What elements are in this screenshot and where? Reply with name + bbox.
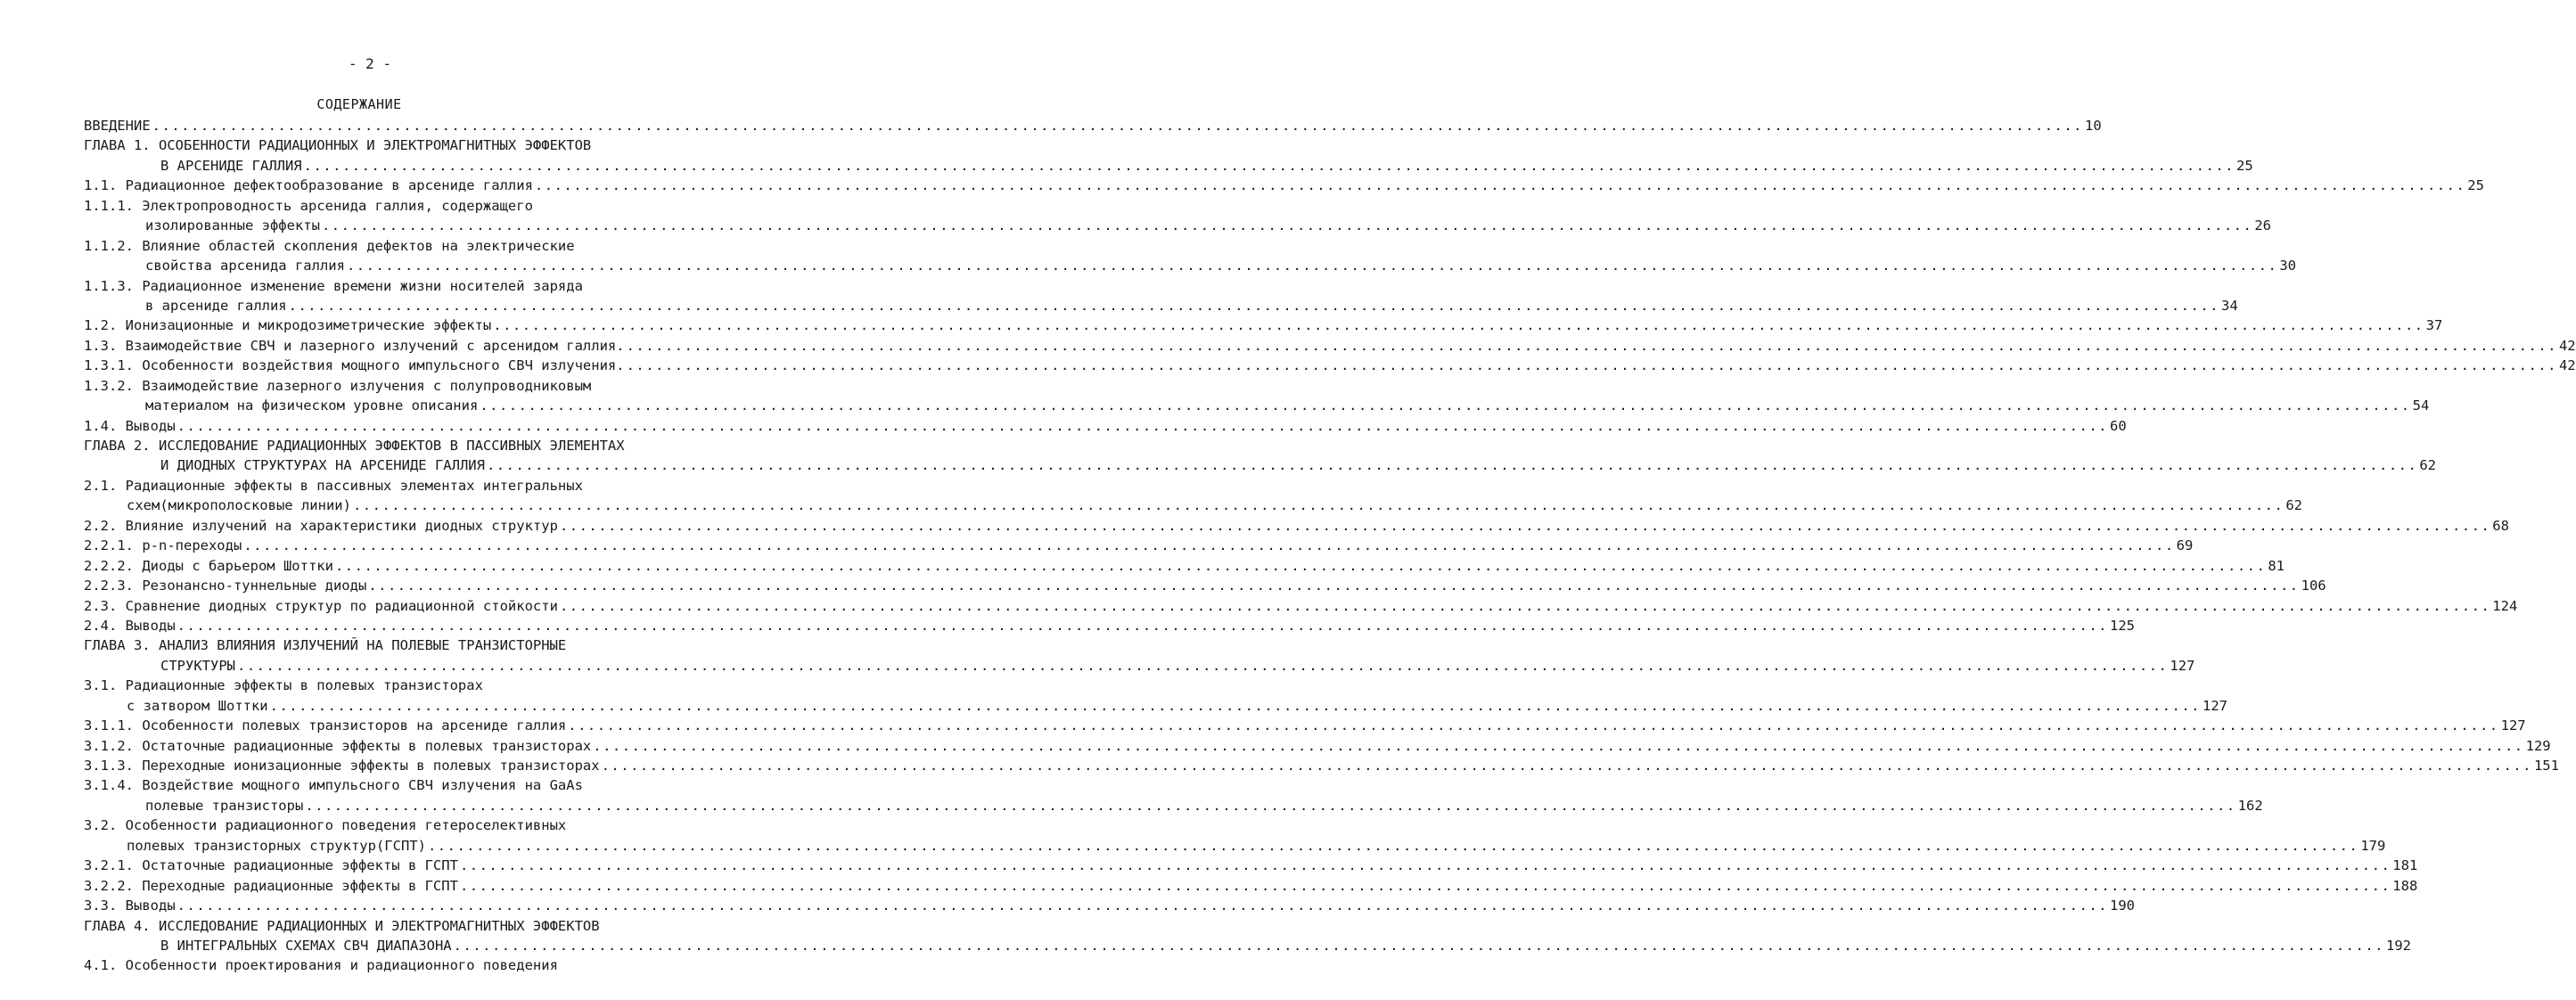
toc-entry-text: 3.2.1. Остаточные радиационные эффекты в ГСПТ [84,857,458,874]
toc-entry-text: ГЛАВА 2. ИССЛЕДОВАНИЕ РАДИАЦИОННЫХ ЭФФЕКТОВ В ПАССИВНЫХ ЭЛЕМЕНТАХ [84,438,625,454]
dot-leader: ........................................................................................................................................................................................................ [305,797,2236,814]
toc-page-number: 25 [2236,157,2253,174]
dot-leader: ........................................................................................................................................................................................................ [626,337,2557,354]
dot-leader: ........................................................................................................................................................................................................ [303,157,2235,174]
toc-line [84,775,660,795]
page-number: - 2 - [348,55,392,72]
dot-leader: ........................................................................................................................................................................................................ [237,657,2169,674]
toc-line [84,756,2559,775]
dot-leader: ........................................................................................................................................................................................................ [352,497,2285,514]
table-of-contents [84,116,2576,976]
toc-line [84,455,2436,475]
toc-entry-text: 3.2. Особенности радиационного поведения гетероселективных [84,817,567,834]
toc-line [84,516,2509,536]
toc-page-number: 192 [2385,937,2411,954]
toc-line [84,696,2227,716]
toc-entry-text: материалом на физическом уровне описания [145,398,479,414]
toc-line [84,916,660,936]
toc-page-number: 125 [2110,617,2136,634]
dot-leader: ........................................................................................................................................................................................................ [459,857,2391,874]
toc-entry-text: 1.3. Взаимодействие СВЧ и лазерного излучений с арсенидом галлия. [84,337,625,354]
dot-leader: ........................................................................................................................................................................................................ [601,758,2532,774]
toc-entry-text: В ИНТЕГРАЛЬНЫХ СХЕМАХ СВЧ ДИАПАЗОНА [160,937,452,954]
dot-leader: ........................................................................................................................................................................................................ [346,258,2278,275]
dot-leader: ........................................................................................................................................................................................................ [176,898,2109,914]
toc-line [84,416,2127,436]
toc-line [84,436,660,455]
toc-entry-text: 2.2.3. Резонансно-туннельные диоды [84,578,367,594]
toc-entry-text: изолированные эффекты [145,217,320,234]
toc-entry-text: 3.1. Радиационные эффекты в полевых транзисторах [84,677,483,694]
toc-page-number: 42 [2558,337,2576,354]
toc-line [84,836,2386,856]
toc-entry-text: в арсениде галлия [145,297,287,314]
toc-entry-text: 2.3. Сравнение диодных структур по радиационной стойкости [84,597,558,614]
toc-line [84,356,2576,375]
toc-entry-text: ГЛАВА 3. АНАЛИЗ ВЛИЯНИЯ ИЗЛУЧЕНИЙ НА ПОЛЕВЫЕ ТРАНЗИСТОРНЫЕ [84,637,567,654]
dot-leader: ........................................................................................................................................................................................................ [568,717,2499,734]
toc-entry-text: ГЛАВА 1. ОСОБЕННОСТИ РАДИАЦИОННЫХ И ЭЛЕКТРОМАГНИТНЫХ ЭФФЕКТОВ [84,137,592,154]
dot-leader: ........................................................................................................................................................................................................ [593,737,2524,754]
dot-leader: ........................................................................................................................................................................................................ [486,457,2418,474]
toc-line [84,176,2484,195]
toc-entry-text: 1.3.2. Взаимодействие лазерного излучения с полупроводниковым [84,377,592,394]
toc-page-number: 127 [2500,717,2526,734]
toc-page-number: 62 [2419,457,2436,474]
toc-entry-text: полевые транзисторы [145,797,304,814]
toc-line [84,256,2296,275]
toc-line [84,156,2253,176]
toc-line [84,216,2271,235]
toc-entry-text: 2.2.2. Диоды с барьером Шоттки [84,557,333,574]
toc-entry-text: В АРСЕНИДЕ ГАЛЛИЯ [160,157,302,174]
dot-leader: ........................................................................................................................................................................................................ [559,597,2491,614]
toc-entry-text: схем(микрополосковые линии) [127,497,351,514]
dot-leader: ........................................................................................................................................................................................................ [559,517,2491,534]
toc-page-number: 106 [2301,578,2326,594]
toc-page-number: 188 [2392,877,2418,894]
toc-page-number: 30 [2279,258,2296,275]
dot-leader: ........................................................................................................................................................................................................ [427,837,2359,854]
toc-line [84,396,2430,415]
toc-page-number: 54 [2412,398,2430,414]
toc-page-number: 26 [2254,217,2271,234]
toc-entry-text: 3.1.3. Переходные ионизационные эффекты в полевых транзисторах [84,758,600,774]
dot-leader: ........................................................................................................................................................................................................ [269,697,2201,714]
toc-entry-text: 3.3. Выводы [84,898,176,914]
dot-leader: ........................................................................................................................................................................................................ [321,217,2253,234]
toc-page-number: 37 [2425,317,2443,334]
toc-line [84,936,2411,955]
toc-title: СОДЕРЖАНИЕ [316,96,402,112]
toc-line [84,596,2518,616]
toc-line [84,876,2418,896]
toc-line [84,276,660,296]
toc-line [84,816,660,835]
toc-page-number: 69 [2176,537,2194,554]
dot-leader: ........................................................................................................................................................................................................ [480,398,2411,414]
toc-line [84,635,660,655]
toc-line [84,135,660,155]
toc-line [84,236,660,256]
toc-entry-text: 1.1. Радиационное дефектообразование в арсениде галлия [84,177,533,194]
toc-line [84,955,660,975]
toc-line [84,716,2526,735]
toc-entry-text: 3.1.1. Особенности полевых транзисторов на арсениде галлия [84,717,567,734]
toc-page-number: 10 [2085,118,2102,134]
dot-leader: ........................................................................................................................................................................................................ [176,617,2109,634]
toc-line [84,376,660,396]
toc-line [84,196,660,216]
toc-page-number: 42 [2558,357,2576,374]
toc-page-number: 68 [2492,517,2509,534]
toc-line [84,496,2302,515]
toc-page-number: 124 [2492,597,2518,614]
dot-leader: ........................................................................................................................................................................................................ [626,357,2557,374]
toc-entry-text: полевых транзисторных структур(ГСПТ) [127,837,426,854]
toc-page-number: 179 [2360,837,2386,854]
toc-entry-text: 1.4. Выводы [84,417,176,434]
toc-page-number: 62 [2285,497,2302,514]
dot-leader: ........................................................................................................................................................................................................ [243,537,2175,554]
dot-leader: ........................................................................................................................................................................................................ [453,937,2384,954]
toc-line [84,556,2285,576]
toc-entry-text: 1.3.1. Особенности воздействия мощного импульсного СВЧ излучения. [84,357,625,374]
toc-entry-text: 2.4. Выводы [84,617,176,634]
toc-entry-text: И ДИОДНЫХ СТРУКТУРАХ НА АРСЕНИДЕ ГАЛЛИЯ [160,457,485,474]
toc-line [84,896,2136,915]
toc-entry-text: свойства арсенида галлия [145,258,345,275]
dot-leader: ........................................................................................................................................................................................................ [152,118,2084,134]
toc-line [84,856,2418,875]
toc-line [84,656,2195,676]
toc-page-number: 81 [2268,557,2285,574]
toc-line [84,116,2102,135]
toc-line [84,536,2194,555]
toc-entry-text: СТРУКТУРЫ [160,657,235,674]
toc-line [84,796,2263,816]
dot-leader: ........................................................................................................................................................................................................ [459,877,2391,894]
toc-entry-text: 3.1.4. Воздействие мощного импульсного СВЧ излучения на GaAs [84,777,583,794]
toc-entry-text: 3.2.2. Переходные радиационные эффекты в ГСПТ [84,877,458,894]
dot-leader: ........................................................................................................................................................................................................ [334,557,2267,574]
dot-leader: ........................................................................................................................................................................................................ [288,297,2219,314]
toc-entry-text: с затвором Шоттки [127,697,268,714]
toc-page-number: 60 [2110,417,2127,434]
toc-page-number: 181 [2392,857,2418,874]
toc-page-number: 190 [2110,898,2136,914]
toc-line [84,296,2238,316]
toc-entry-text: 1.1.3. Радиационное изменение времени жизни носителей заряда [84,277,583,294]
toc-entry-text: 2.1. Радиационные эффекты в пассивных элементах интегральных [84,477,583,494]
toc-line [84,336,2576,356]
toc-line [84,316,2443,335]
toc-line [84,676,660,695]
dot-leader: ........................................................................................................................................................................................................ [368,578,2300,594]
toc-page-number: 127 [2170,657,2195,674]
toc-entry-text: 4.1. Особенности проектирования и радиационного поведения [84,957,558,974]
toc-line [84,736,2551,756]
dot-leader: ........................................................................................................................................................................................................ [176,417,2109,434]
toc-line [84,616,2136,635]
dot-leader: ........................................................................................................................................................................................................ [534,177,2466,194]
toc-page-number: 34 [2221,297,2238,314]
toc-page-number: 162 [2237,797,2263,814]
toc-entry-text: 1.1.2. Влияние областей скопления дефектов на электрические [84,237,575,254]
toc-page-number: 151 [2533,758,2559,774]
toc-page-number: 127 [2203,697,2227,714]
toc-entry-text: 3.1.2. Остаточные радиационные эффекты в полевых транзисторах [84,737,592,754]
dot-leader: ........................................................................................................................................................................................................ [493,317,2424,334]
toc-entry-text: 1.1.1. Электропроводность арсенида галлия, содержащего [84,197,533,214]
toc-page-number: 25 [2467,177,2484,194]
toc-entry-text: 1.2. Ионизационные и микродозиметрические эффекты [84,317,492,334]
toc-entry-text: 2.2.1. p-n-переходы [84,537,242,554]
toc-entry-text: 2.2. Влияние излучений на характеристики диодных структур [84,517,558,534]
toc-line [84,576,2326,595]
toc-line [84,476,660,496]
toc-entry-text: ВВЕДЕНИЕ [84,118,151,134]
toc-page-number: 129 [2525,737,2551,754]
toc-entry-text: ГЛАВА 4. ИССЛЕДОВАНИЕ РАДИАЦИОННЫХ И ЭЛЕКТРОМАГНИТНЫХ ЭФФЕКТОВ [84,917,600,934]
